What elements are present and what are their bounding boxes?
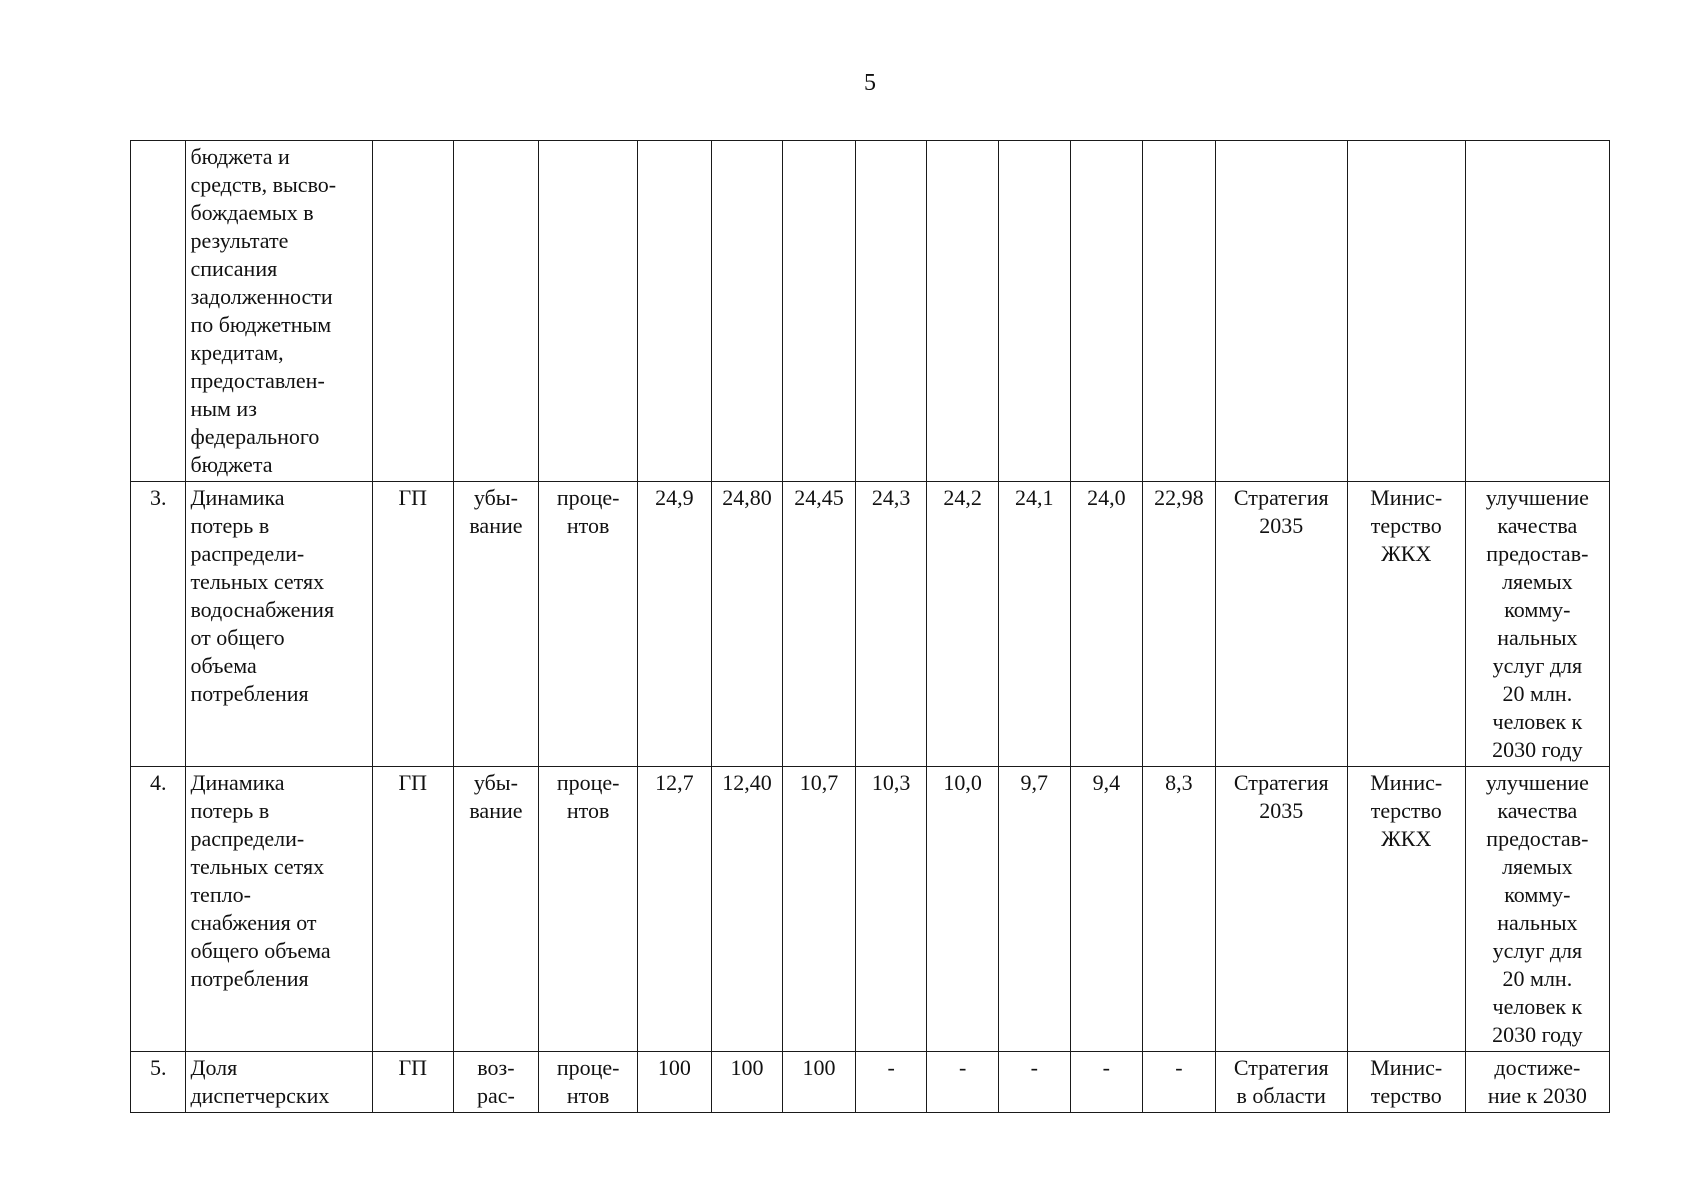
indicator-value: 100 [783, 1052, 856, 1113]
indicator-value: 22,98 [1143, 482, 1216, 767]
indicator-name: бюджета и средств, высво- бождаемых в результате списания задолженности по бюджетным кредитам, предоставлен- ным из федерального бюджета [186, 141, 373, 482]
indicator-value [1143, 141, 1216, 482]
indicator-unit: проце- нтов [539, 1052, 638, 1113]
indicator-goal: улучшение качества предостав- ляемых комму- нальных услуг для 20 млн. человек к 2030 году [1465, 767, 1609, 1052]
indicator-value: 24,45 [783, 482, 856, 767]
indicator-responsible [1347, 141, 1465, 482]
indicator-value: - [855, 1052, 927, 1113]
indicator-value: - [998, 1052, 1070, 1113]
indicator-value [711, 141, 783, 482]
indicator-name: Доля диспетчерских [186, 1052, 373, 1113]
indicator-value: 24,80 [711, 482, 783, 767]
indicator-responsible: Минис- терство ЖКХ [1347, 482, 1465, 767]
indicator-value: 12,7 [638, 767, 712, 1052]
indicator-level: ГП [372, 482, 453, 767]
indicator-value [783, 141, 856, 482]
indicator-value: 9,4 [1070, 767, 1143, 1052]
indicator-value: 24,0 [1070, 482, 1143, 767]
indicator-source: Стратегия 2035 [1215, 482, 1347, 767]
table-row [131, 767, 1610, 1052]
indicator-goal: улучшение качества предостав- ляемых комму- нальных услуг для 20 млн. человек к 2030 году [1465, 482, 1609, 767]
page-number: 5 [864, 70, 876, 96]
indicator-unit: проце- нтов [539, 767, 638, 1052]
indicator-value: 24,9 [638, 482, 712, 767]
indicator-value: 10,3 [855, 767, 927, 1052]
indicator-level: ГП [372, 767, 453, 1052]
indicator-source: Стратегия 2035 [1215, 767, 1347, 1052]
indicator-goal [1465, 141, 1609, 482]
indicator-value [638, 141, 712, 482]
indicator-source [1215, 141, 1347, 482]
indicator-value: 10,7 [783, 767, 856, 1052]
table-row [131, 141, 1610, 482]
indicator-goal: достиже- ние к 2030 [1465, 1052, 1609, 1113]
indicator-trend: убы- вание [453, 767, 539, 1052]
table-row [131, 1052, 1610, 1113]
indicator-level: ГП [372, 1052, 453, 1113]
row-number: 5. [131, 1052, 186, 1113]
indicator-value: - [927, 1052, 999, 1113]
indicator-value: 24,2 [927, 482, 999, 767]
indicator-value: 100 [711, 1052, 783, 1113]
table-row [131, 482, 1610, 767]
indicator-unit: проце- нтов [539, 482, 638, 767]
indicator-trend [453, 141, 539, 482]
row-number [131, 141, 186, 482]
indicator-name: Динамика потерь в распредели- тельных сетях тепло- снабжения от общего объема потребления [186, 767, 373, 1052]
indicator-unit [539, 141, 638, 482]
indicator-name: Динамика потерь в распредели- тельных сетях водоснабжения от общего объема потребления [186, 482, 373, 767]
indicator-value: 100 [638, 1052, 712, 1113]
indicator-value [927, 141, 999, 482]
indicator-responsible: Минис- терство [1347, 1052, 1465, 1113]
indicator-level [372, 141, 453, 482]
indicators-table [130, 140, 1610, 1113]
indicator-value: 12,40 [711, 767, 783, 1052]
indicator-value [855, 141, 927, 482]
indicator-trend: воз- рас- [453, 1052, 539, 1113]
indicator-value: 10,0 [927, 767, 999, 1052]
indicator-trend: убы- вание [453, 482, 539, 767]
row-number: 4. [131, 767, 186, 1052]
row-number: 3. [131, 482, 186, 767]
indicator-value: 8,3 [1143, 767, 1216, 1052]
indicator-value: 24,1 [998, 482, 1070, 767]
indicator-value [998, 141, 1070, 482]
indicator-value: - [1070, 1052, 1143, 1113]
indicator-value: 9,7 [998, 767, 1070, 1052]
indicator-source: Стратегия в области [1215, 1052, 1347, 1113]
indicator-value: - [1143, 1052, 1216, 1113]
indicator-value [1070, 141, 1143, 482]
indicator-responsible: Минис- терство ЖКХ [1347, 767, 1465, 1052]
indicator-value: 24,3 [855, 482, 927, 767]
